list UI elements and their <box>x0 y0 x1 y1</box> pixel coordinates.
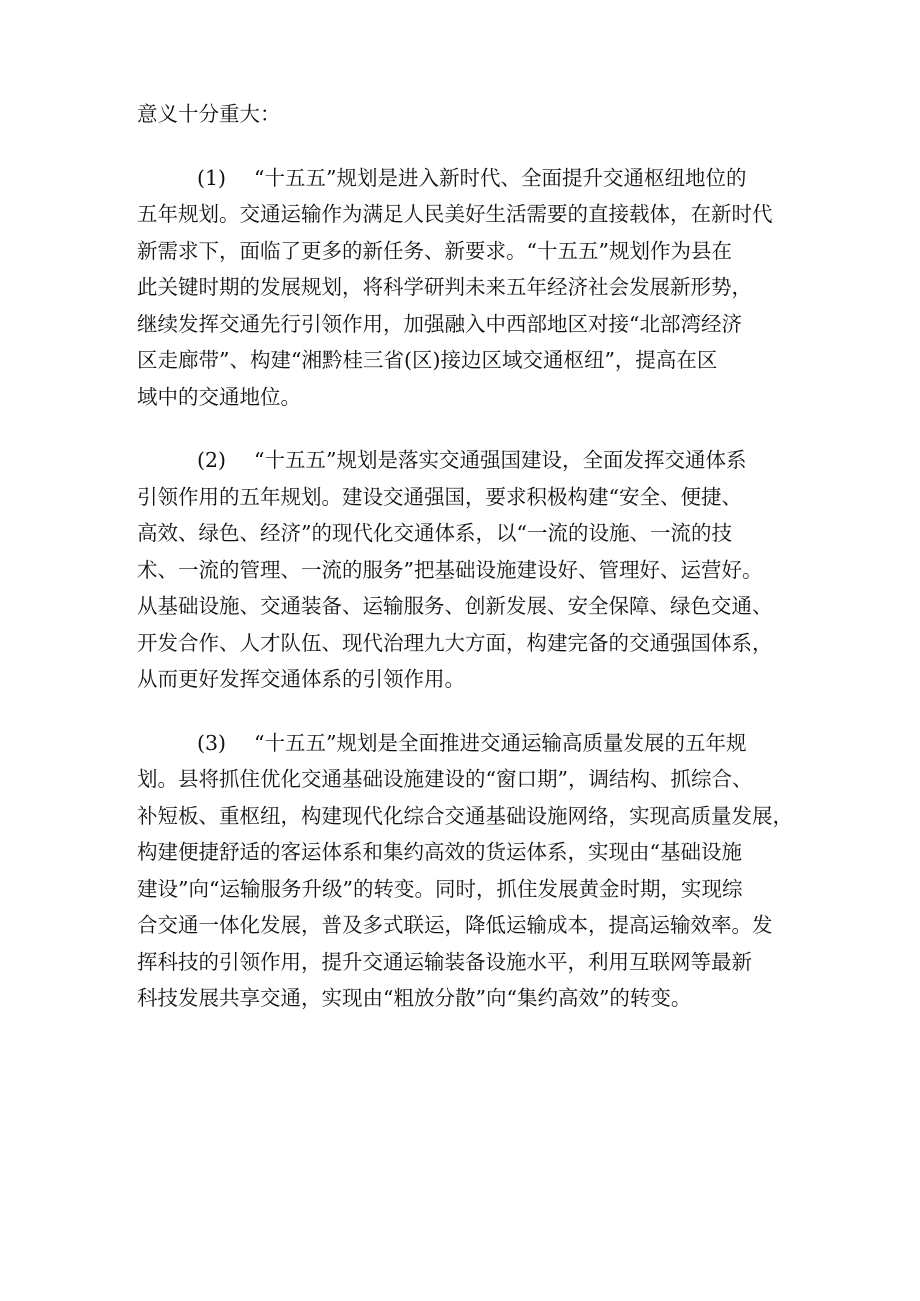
paragraph-3-line-3: 补短板、重枢纽，构建现代化综合交通基础设施网络，实现高质量发展， <box>137 803 793 828</box>
paragraph-1-line-2: 五年规划。交通运输作为满足人民美好生活需要的直接载体，在新时代 <box>137 202 773 226</box>
paragraph-2-line-3: 高效、绿色、经济”的现代化交通体系，以“一流的设施、一流的技 <box>137 521 732 545</box>
paragraph-1 <box>137 160 789 416</box>
intro-paragraph <box>137 96 789 133</box>
paragraph-2-line-1: “十五五”规划是落实交通强国建设，全面发挥交通体系 <box>254 448 747 472</box>
paragraph-1-line-7: 域中的交通地位。 <box>137 384 301 409</box>
paragraph-3-line-4: 构建便捷舒适的客运体系和集约高效的货运体系，实现由“基础设施 <box>137 840 742 864</box>
paragraph-3-first-line <box>137 725 789 762</box>
paragraph-3-line-1: “十五五”规划是全面推进交通运输高质量发展的五年规 <box>254 730 747 755</box>
paragraph-1-line-5: 继续发挥交通先行引领作用，加强融入中西部地区对接“北部湾经济 <box>137 311 742 336</box>
paragraph-1-number: (1) <box>197 165 227 190</box>
paragraph-3 <box>137 725 793 1017</box>
paragraph-3-line-8: 科技发展共享交通，实现由“粗放分散”向“集约高效”的转变。 <box>137 986 692 1010</box>
paragraph-2-line-7: 从而更好发挥交通体系的引领作用。 <box>137 667 465 691</box>
intro-line: 意义十分重大： <box>137 102 281 126</box>
paragraph-2 <box>137 442 789 698</box>
paragraph-1-line-3: 新需求下，面临了更多的新任务、新要求。“十五五”规划作为县在 <box>137 238 732 263</box>
paragraph-3-line-7: 挥科技的引领作用，提升交通运输装备设施水平，利用互联网等最新 <box>137 949 752 974</box>
document-body <box>137 96 793 1017</box>
paragraph-1-line-4: 此关键时期的发展规划，将科学研判未来五年经济社会发展新形势， <box>137 275 752 299</box>
paragraph-2-line-6: 开发合作、人才队伍、现代治理九大方面，构建完备的交通强国体系， <box>137 630 773 655</box>
paragraph-1-line-1: “十五五”规划是进入新时代、全面提升交通枢纽地位的 <box>254 165 747 190</box>
paragraph-2-number: (2) <box>197 448 227 472</box>
paragraph-3-line-5: 建设”向“运输服务升级”的转变。同时，抓住发展黄金时期，实现综 <box>137 876 743 901</box>
paragraph-3-number: (3) <box>197 730 227 755</box>
paragraph-2-first-line <box>137 442 789 479</box>
paragraph-2-line-2: 引领作用的五年规划。建设交通强国，要求积极构建“安全、便捷、 <box>137 484 742 509</box>
paragraph-3-line-2: 划。县将抓住优化交通基础设施建设的“窗口期”，调结构、抓综合、 <box>137 767 753 791</box>
paragraph-1-first-line <box>137 160 789 197</box>
paragraph-3-line-6: 合交通一体化发展，普及多式联运，降低运输成本，提高运输效率。发 <box>137 913 773 937</box>
paragraph-2-line-5: 从基础设施、交通装备、运输服务、创新发展、安全保障、绿色交通、 <box>137 594 773 618</box>
paragraph-2-line-4: 术、一流的管理、一流的服务”把基础设施建设好、管理好、运营好。 <box>137 557 763 582</box>
paragraph-1-line-6: 区走廊带”、构建“湘黔桂三省(区)接边区域交通枢纽”，提高在区 <box>137 348 718 372</box>
